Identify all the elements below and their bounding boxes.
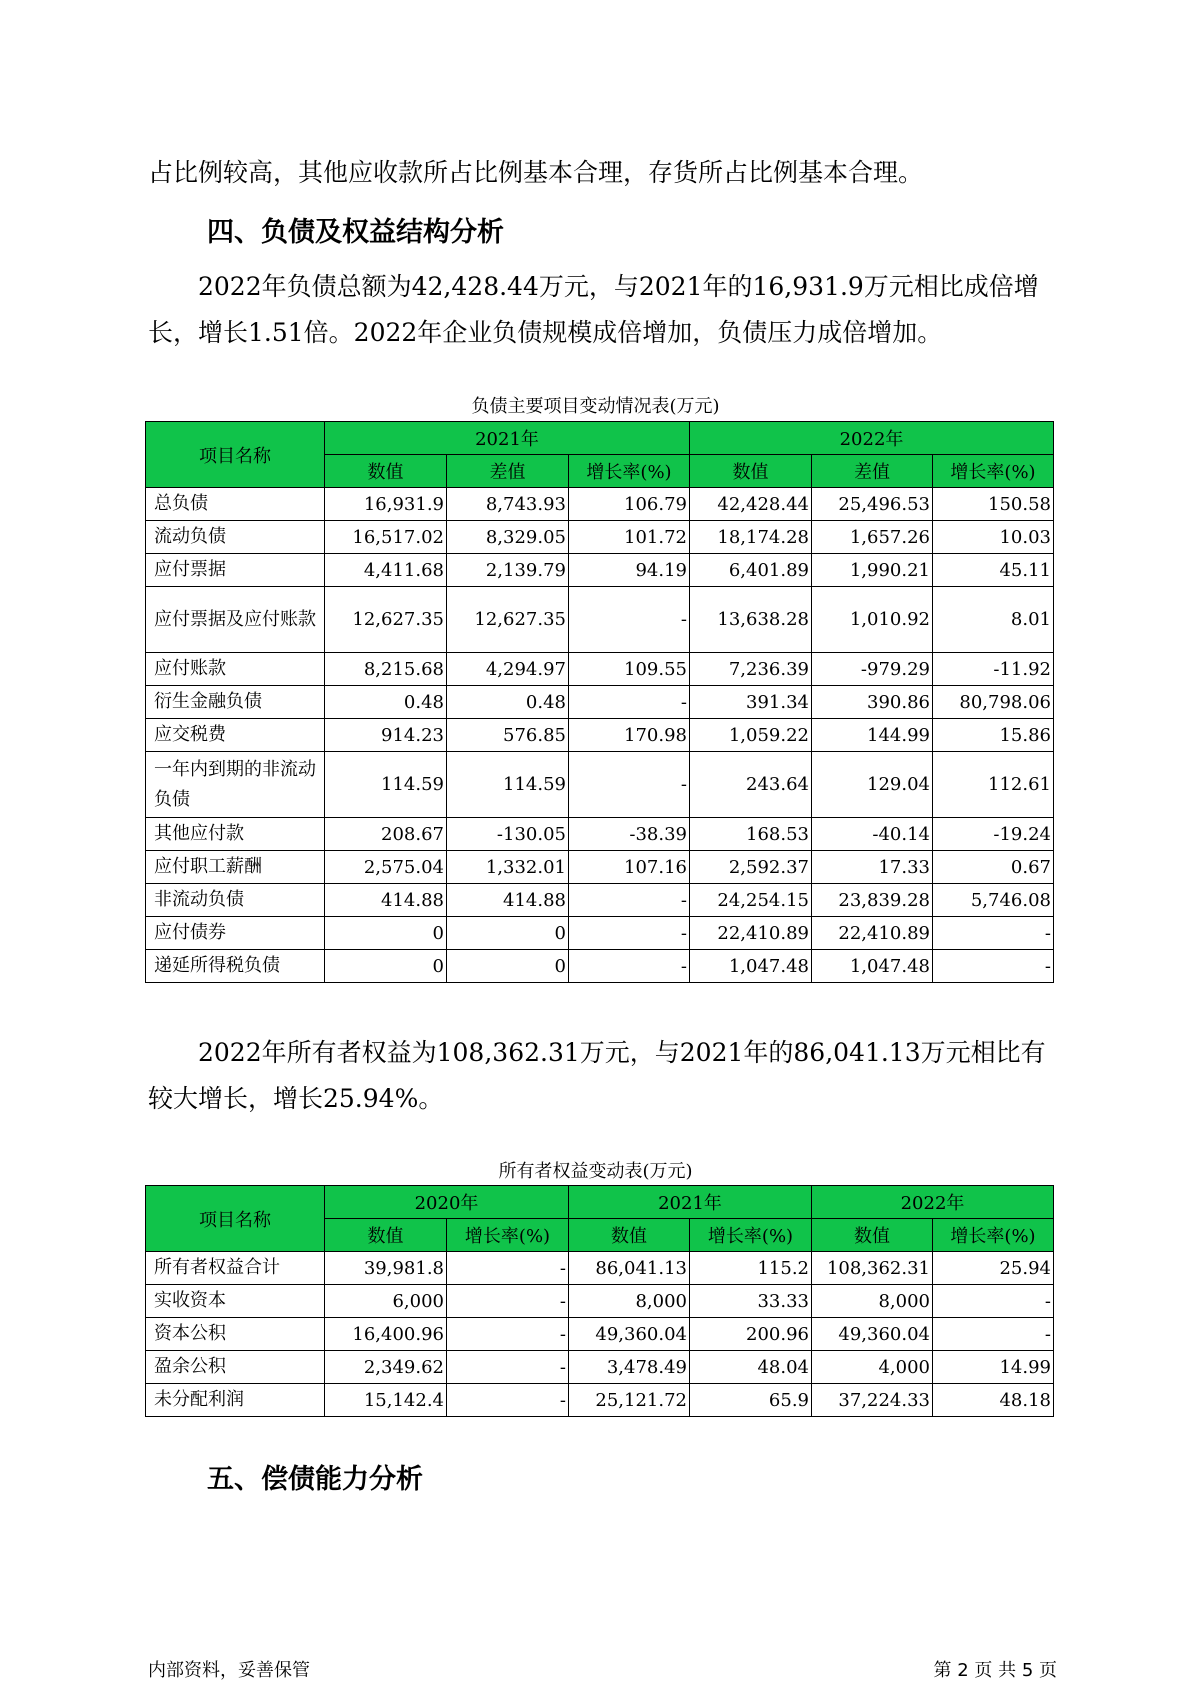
cell-d21: 114.59 [447,752,569,818]
cell-v22: 37,224.33 [812,1384,933,1417]
cell-v20: 15,142.4 [325,1384,447,1417]
table-row [146,1252,1054,1285]
row-label: 盈余公积 [146,1351,325,1384]
cell-v22: 168.53 [690,818,812,851]
table-row [146,521,1054,554]
cell-d22: 25,496.53 [812,488,933,521]
row-label: 应交税费 [146,719,325,752]
cell-v22: 108,362.31 [812,1252,933,1285]
cell-v22: 7,236.39 [690,653,812,686]
cell-v22: 49,360.04 [812,1318,933,1351]
table-row [146,1351,1054,1384]
section-heading-solvency: 五、偿债能力分析 [207,1464,423,1495]
table-row [146,1285,1054,1318]
cell-v21: 8,215.68 [325,653,447,686]
cell-r21: - [569,917,690,950]
header-item-name: 项目名称 [146,1186,325,1252]
liability-table-body [146,488,1054,983]
cell-r20: - [447,1252,569,1285]
table-row [146,587,1054,653]
cell-v22: 4,000 [812,1351,933,1384]
header-year-2022: 2022年 [690,422,1054,455]
cell-v21: 25,121.72 [569,1384,690,1417]
cell-v21: 0 [325,917,447,950]
header-value: 数值 [690,455,812,488]
equity-table-body [146,1252,1054,1417]
cell-r21: - [569,884,690,917]
cell-v22: 243.64 [690,752,812,818]
header-rate: 增长率(%) [933,455,1054,488]
header-year-2022: 2022年 [812,1186,1054,1219]
cell-v22: 391.34 [690,686,812,719]
row-label: 总负债 [146,488,325,521]
intro-paragraph: 占比例较高，其他应收款所占比例基本合理，存货所占比例基本合理。 [148,158,924,187]
table-row [146,686,1054,719]
header-value: 数值 [569,1219,690,1252]
cell-d22: 1,990.21 [812,554,933,587]
cell-r21: 170.98 [569,719,690,752]
cell-r21: - [569,752,690,818]
cell-v21: 0 [325,950,447,983]
row-label: 递延所得税负债 [146,950,325,983]
cell-r22: 48.18 [933,1384,1054,1417]
cell-r22: 15.86 [933,719,1054,752]
cell-v22: 6,401.89 [690,554,812,587]
row-label: 应付债券 [146,917,325,950]
header-item-name: 项目名称 [146,422,325,488]
cell-d22: 1,010.92 [812,587,933,653]
cell-r20: - [447,1351,569,1384]
cell-r22: - [933,917,1054,950]
footer-confidential: 内部资料，妥善保管 [148,1660,310,1681]
cell-r22: 80,798.06 [933,686,1054,719]
row-label: 衍生金融负债 [146,686,325,719]
row-label: 应付职工薪酬 [146,851,325,884]
equity-table [145,1185,1054,1417]
table-row [146,884,1054,917]
cell-r22: 5,746.08 [933,884,1054,917]
cell-v22: 1,047.48 [690,950,812,983]
cell-v21: 114.59 [325,752,447,818]
cell-r20: - [447,1318,569,1351]
cell-v21: 86,041.13 [569,1252,690,1285]
cell-r22: -11.92 [933,653,1054,686]
cell-d21: 8,329.05 [447,521,569,554]
cell-r21: -38.39 [569,818,690,851]
cell-d21: 0.48 [447,686,569,719]
cell-d21: 2,139.79 [447,554,569,587]
cell-r21: - [569,686,690,719]
table-row [146,1384,1054,1417]
header-rate: 增长率(%) [447,1219,569,1252]
cell-d21: 0 [447,917,569,950]
cell-d21: 1,332.01 [447,851,569,884]
table-row [146,917,1054,950]
cell-d22: 129.04 [812,752,933,818]
cell-d22: 1,047.48 [812,950,933,983]
cell-d21: -130.05 [447,818,569,851]
row-label: 资本公积 [146,1318,325,1351]
header-value: 数值 [325,1219,447,1252]
cell-r20: - [447,1384,569,1417]
table-row [146,554,1054,587]
row-label: 实收资本 [146,1285,325,1318]
row-label: 流动负债 [146,521,325,554]
cell-d22: -40.14 [812,818,933,851]
header-value: 数值 [325,455,447,488]
cell-v20: 2,349.62 [325,1351,447,1384]
cell-r21: 101.72 [569,521,690,554]
cell-d21: 12,627.35 [447,587,569,653]
cell-v21: 2,575.04 [325,851,447,884]
cell-r21: 48.04 [690,1351,812,1384]
cell-v20: 16,400.96 [325,1318,447,1351]
cell-v22: 2,592.37 [690,851,812,884]
cell-d21: 0 [447,950,569,983]
cell-d22: 22,410.89 [812,917,933,950]
cell-r22: -19.24 [933,818,1054,851]
cell-r21: 115.2 [690,1252,812,1285]
cell-d21: 414.88 [447,884,569,917]
cell-v21: 8,000 [569,1285,690,1318]
cell-v22: 22,410.89 [690,917,812,950]
cell-r22: 150.58 [933,488,1054,521]
cell-r22: - [933,1318,1054,1351]
cell-r22: 8.01 [933,587,1054,653]
cell-v20: 39,981.8 [325,1252,447,1285]
header-diff: 差值 [447,455,569,488]
header-rate: 增长率(%) [569,455,690,488]
cell-r21: - [569,950,690,983]
table-row [146,719,1054,752]
cell-v21: 16,931.9 [325,488,447,521]
cell-r22: - [933,1285,1054,1318]
cell-d22: 23,839.28 [812,884,933,917]
cell-v21: 3,478.49 [569,1351,690,1384]
cell-v21: 12,627.35 [325,587,447,653]
footer-page-number: 第 2 页 共 5 页 [933,1660,1057,1681]
table-row [146,818,1054,851]
header-diff: 差值 [812,455,933,488]
cell-r22: 25.94 [933,1252,1054,1285]
cell-r21: 109.55 [569,653,690,686]
row-label: 一年内到期的非流动负债 [146,752,325,818]
row-label: 所有者权益合计 [146,1252,325,1285]
cell-v22: 1,059.22 [690,719,812,752]
cell-r21: 65.9 [690,1384,812,1417]
row-label: 非流动负债 [146,884,325,917]
liability-table-caption: 负债主要项目变动情况表(万元) [471,396,720,417]
row-label: 应付票据 [146,554,325,587]
cell-r22: 45.11 [933,554,1054,587]
cell-v21: 16,517.02 [325,521,447,554]
row-label: 应付账款 [146,653,325,686]
cell-v22: 24,254.15 [690,884,812,917]
cell-v21: 914.23 [325,719,447,752]
cell-v21: 414.88 [325,884,447,917]
cell-d22: 144.99 [812,719,933,752]
header-value: 数值 [812,1219,933,1252]
cell-v21: 4,411.68 [325,554,447,587]
table-row [146,653,1054,686]
cell-v21: 49,360.04 [569,1318,690,1351]
header-year-2021: 2021年 [325,422,690,455]
cell-r20: - [447,1285,569,1318]
equity-table-caption: 所有者权益变动表(万元) [498,1161,693,1182]
table-row [146,752,1054,818]
cell-r22: 112.61 [933,752,1054,818]
table-row [146,851,1054,884]
cell-r21: - [569,587,690,653]
cell-r22: 14.99 [933,1351,1054,1384]
row-label: 其他应付款 [146,818,325,851]
cell-v22: 8,000 [812,1285,933,1318]
cell-v22: 13,638.28 [690,587,812,653]
equity-paragraph: 2022年所有者权益为108,362.31万元，与2021年的86,041.13万元相比有较大增长，增长25.94%。 [148,1038,1046,1113]
cell-r21: 106.79 [569,488,690,521]
cell-r21: 33.33 [690,1285,812,1318]
cell-v22: 18,174.28 [690,521,812,554]
cell-d21: 4,294.97 [447,653,569,686]
cell-d21: 8,743.93 [447,488,569,521]
liability-table [145,421,1054,983]
table-row [146,488,1054,521]
cell-d21: 576.85 [447,719,569,752]
header-year-2020: 2020年 [325,1186,569,1219]
section-heading-liabilities: 四、负债及权益结构分析 [207,217,504,248]
cell-v22: 42,428.44 [690,488,812,521]
header-rate: 增长率(%) [690,1219,812,1252]
cell-d22: 1,657.26 [812,521,933,554]
cell-r22: - [933,950,1054,983]
cell-r22: 0.67 [933,851,1054,884]
cell-d22: -979.29 [812,653,933,686]
row-label: 应付票据及应付账款 [146,587,325,653]
header-rate: 增长率(%) [933,1219,1054,1252]
cell-r21: 107.16 [569,851,690,884]
header-year-2021: 2021年 [569,1186,812,1219]
cell-v21: 0.48 [325,686,447,719]
cell-r21: 200.96 [690,1318,812,1351]
cell-r22: 10.03 [933,521,1054,554]
cell-d22: 390.86 [812,686,933,719]
cell-r21: 94.19 [569,554,690,587]
row-label: 未分配利润 [146,1384,325,1417]
cell-d22: 17.33 [812,851,933,884]
table-row [146,1318,1054,1351]
cell-v20: 6,000 [325,1285,447,1318]
liabilities-paragraph: 2022年负债总额为42,428.44万元，与2021年的16,931.9万元相比成倍增长，增长1.51倍。2022年企业负债规模成倍增加，负债压力成倍增加。 [148,272,1039,347]
table-row [146,950,1054,983]
cell-v21: 208.67 [325,818,447,851]
